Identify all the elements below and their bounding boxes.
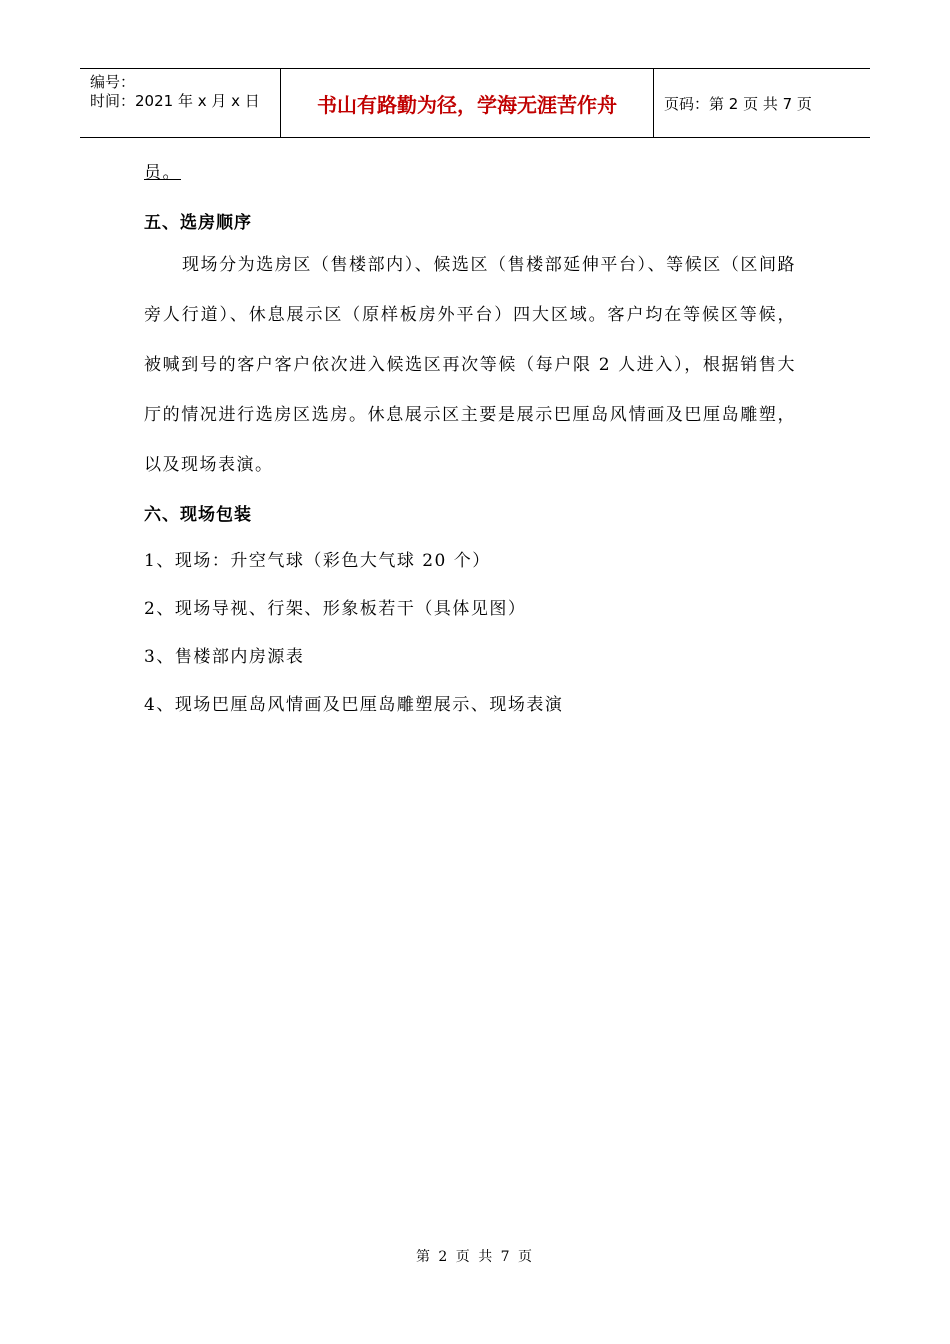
page-header bbox=[80, 68, 870, 138]
list-item: 3、售楼部内房源表 bbox=[144, 647, 305, 667]
document-date: 时间：2021 年 x 月 x 日 bbox=[90, 92, 260, 110]
list-item: 1、现场：升空气球（彩色大气球 20 个） bbox=[144, 551, 491, 571]
list-item: 2、现场导视、行架、形象板若干（具体见图） bbox=[144, 599, 527, 619]
header-meta bbox=[80, 69, 281, 137]
section-6-heading: 六、现场包装 bbox=[144, 505, 252, 525]
list-item: 4、现场巴厘岛风情画及巴厘岛雕塑展示、现场表演 bbox=[144, 695, 564, 715]
section-5-paragraph: 现场分为选房区（售楼部内）、候选区（售楼部延伸平台）、等候区（区间路旁人行道）、休息展示区（原样板房外平台）四大区域。客户均在等候区等候，被喊到号的客户客户依次进入候选区再次等候（每户限 2 人进入），根据销售大厅的情况进行选房区选房。休息展示区主要是展示巴厘岛风情画及巴厘岛雕塑，以及现场表演。 bbox=[144, 255, 796, 475]
header-motto: 书山有路勤为径，学海无涯苦作舟 bbox=[281, 69, 654, 137]
carry-over-text: 员。 bbox=[144, 163, 181, 183]
page-footer: 第 2 页 共 7 页 bbox=[415, 1249, 535, 1265]
document-number-label: 编号： bbox=[90, 73, 136, 91]
section-5-heading: 五、选房顺序 bbox=[144, 213, 252, 233]
header-page-info: 页码：第 2 页 共 7 页 bbox=[664, 94, 812, 113]
